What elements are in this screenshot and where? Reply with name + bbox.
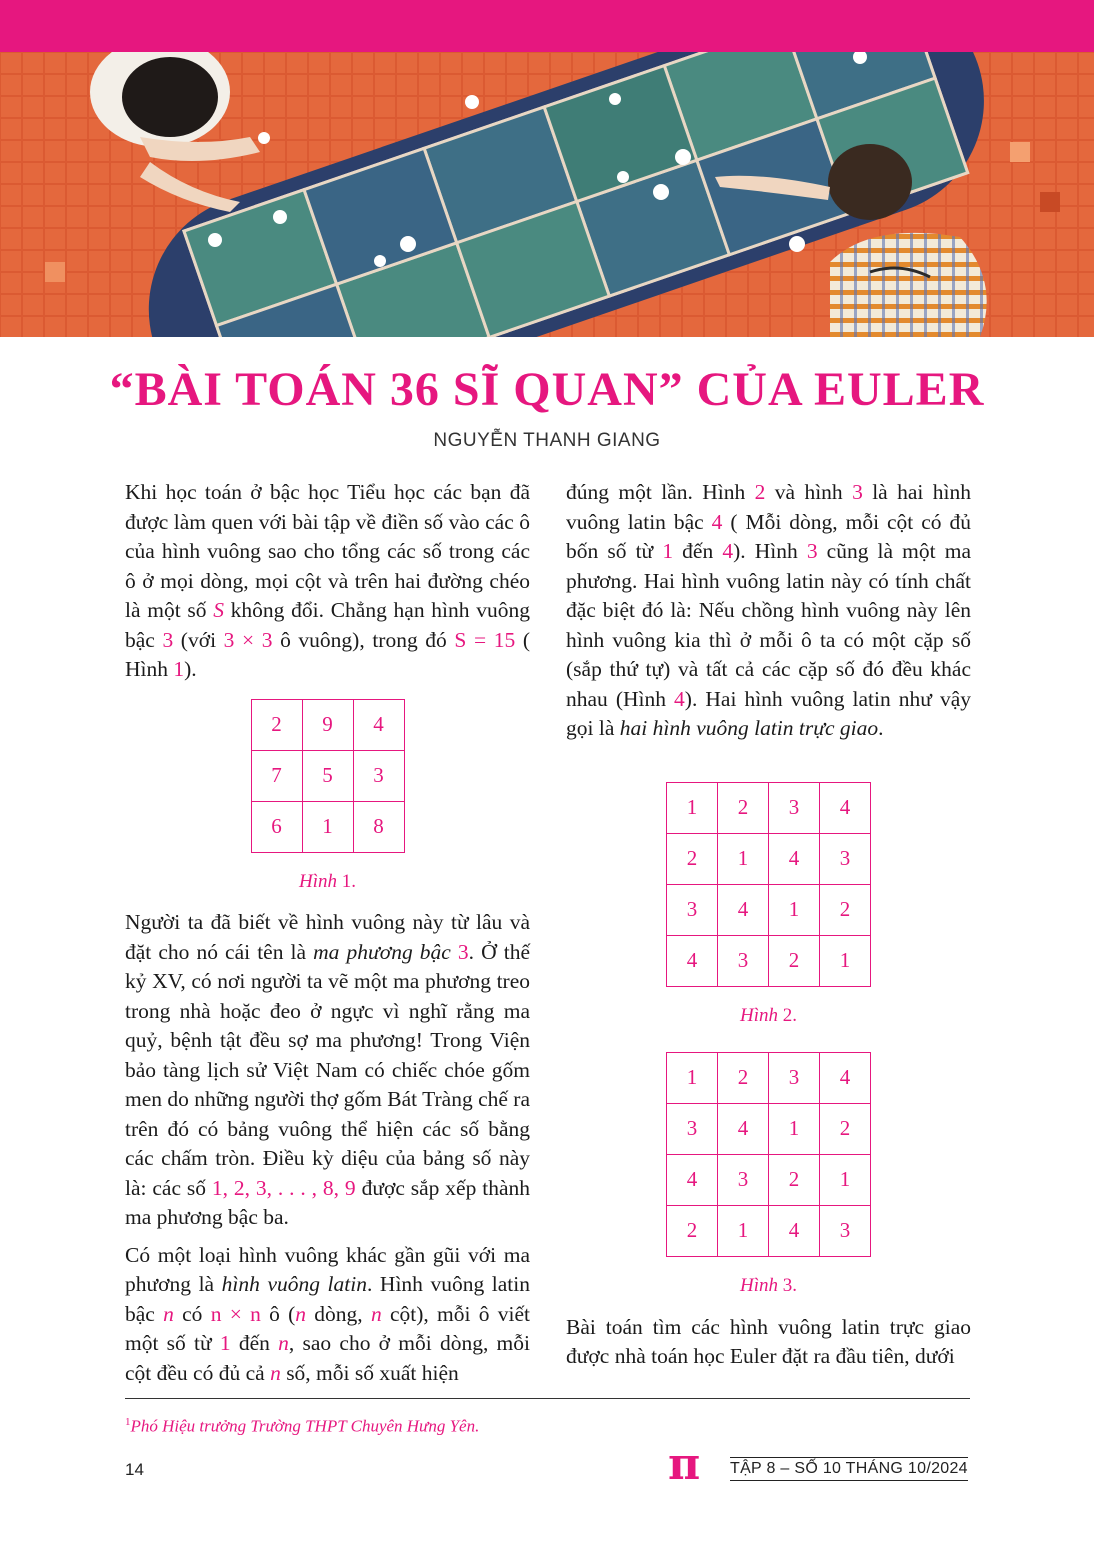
article-title: “BÀI TOÁN 36 SĨ QUAN” CỦA EULER [109,363,985,416]
grid-cell: 7 [251,750,302,801]
magic-square-3x3 [251,699,405,853]
table-row [667,1155,871,1206]
grid-cell: 1 [718,833,769,884]
table-row [667,782,871,833]
grid-cell: 3 [718,935,769,986]
paragraph-orthogonal: đúng một lần. Hình 2 và hình 3 là hai hình vuông latin bậc 4 ( Mỗi dòng, mỗi cột có đủ bốn số từ 1 đến 4). Hình 3 cũng là một ma phương. Hai hình vuông latin này có tính chất đặc biệt đó là: Nếu chồng hình vuông này lên hình vuông kia thì ở mỗi ô ta có một cặp số (sắp thứ tự) và tất cả các cặp số đó đều khác nhau (Hình 4). Hai hình vuông latin như vậy gọi là hai hình vuông latin trực giao. [566,480,972,740]
table-row [667,833,871,884]
grid-cell: 3 [667,884,718,935]
grid-cell: 4 [667,935,718,986]
grid-cell: 3 [769,782,820,833]
grid-cell: 5 [302,750,353,801]
grid-cell: 3 [667,1104,718,1155]
grid-cell: 3 [718,1155,769,1206]
left-column [125,478,530,1396]
grid-cell: 1 [769,884,820,935]
table-row [667,1206,871,1257]
grid-cell: 1 [667,782,718,833]
grid-cell: 2 [820,884,871,935]
figure-2-caption: Hình 2. [740,1004,797,1026]
table-row [251,750,404,801]
figure-1-caption: Hình 1. [299,870,356,892]
figure-3-caption: Hình 3. [740,1275,797,1296]
grid-cell: 1 [820,935,871,986]
latin-square-2 [666,782,871,987]
grid-cell: 4 [820,1053,871,1104]
header-illustration [0,52,1094,337]
grid-cell: 2 [820,1104,871,1155]
paragraph-euler-problem: Bài toán tìm các hình vuông latin trực giao được nhà toán học Euler đặt ra đầu tiên, dưới [566,1314,971,1368]
grid-cell: 2 [667,833,718,884]
grid-cell: 4 [353,699,404,750]
grid-cell: 1 [820,1155,871,1206]
table-row [667,1104,871,1155]
right-column [566,478,971,1380]
grid-cell: 4 [718,884,769,935]
grid-cell: 4 [667,1155,718,1206]
paragraph-history: Người ta đã biết về hình vuông này từ lâu và đặt cho nó cái tên là ma phương bậc 3. Ở thế kỷ XV, có nơi người ta vẽ một ma phương treo trong nhà hoặc đeo ở ngực vì nghĩ rằng ma quỷ, bệnh tật đều sợ ma phương! Trong Viện bảo tàng lịch sử Việt Nam có chiếc chóe gốm men do những người thợ gốm Bát Tràng chế ra trên đó có bảng vuông thể hiện các số bằng các chấm tròn. Điều kỳ diệu của bảng số này là: các số 1, 2, 3, . . . , 8, 9 được sắp xếp thành ma phương bậc ba. [125,910,531,1229]
article-author: NGUYỄN THANH GIANG [433,430,661,451]
pi-logo-icon: π [668,1439,701,1490]
paragraph-latin-square: Có một loại hình vuông khác gần gũi với ma phương là hình vuông latin. Hình vuông latin bậc n có n × n ô (n dòng, n cột), mỗi ô viết một số từ 1 đến n, sao cho ở mỗi dòng, mỗi cột đều có đủ cả n số, mỗi số xuất hiện [125,1242,531,1385]
grid-cell: 6 [251,801,302,852]
table-row [667,884,871,935]
grid-cell: 1 [302,801,353,852]
grid-cell: 2 [718,1053,769,1104]
latin-square-3 [666,1052,871,1257]
grid-cell: 3 [820,833,871,884]
footnote: $^1$Phó Hiệu trưởng Trường THPT Chuyên Hưng Yên. [125,1416,480,1436]
table-row [667,1053,871,1104]
figure-2 [566,782,971,1031]
grid-cell: 3 [820,1206,871,1257]
grid-cell: 2 [769,935,820,986]
grid-cell: 4 [820,782,871,833]
figure-3 [566,1052,971,1301]
grid-cell: 9 [302,699,353,750]
grid-cell: 4 [769,833,820,884]
table-row [251,801,404,852]
children-playing-hopscotch-illustration [0,52,1094,337]
grid-cell: 3 [353,750,404,801]
grid-cell: 8 [353,801,404,852]
grid-cell: 3 [769,1053,820,1104]
grid-cell: 2 [251,699,302,750]
grid-cell: 2 [769,1155,820,1206]
issue-info: TẬP 8 – SỐ 10 THÁNG 10/2024 [730,1457,968,1481]
grid-cell: 4 [769,1206,820,1257]
grid-cell: 1 [718,1206,769,1257]
page-number: 14 [125,1460,144,1479]
grid-cell: 2 [718,782,769,833]
grid-cell: 1 [667,1053,718,1104]
grid-cell: 2 [667,1206,718,1257]
top-color-band [0,0,1094,52]
figure-1 [125,699,530,897]
paragraph-intro: Khi học toán ở bậc học Tiểu học các bạn đã được làm quen với bài tập về điền số vào các ô của hình vuông sao cho tổng các số trong các ô ở mọi dòng, mọi cột và trên hai đường chéo là một số S không đổi. Chẳng hạn hình vuông bậc 3 (với 3 × 3 ô vuông), trong đó S = 15 ( Hình 1). [125,480,530,681]
footnote-divider [125,1398,970,1399]
table-row [251,699,404,750]
grid-cell: 1 [769,1104,820,1155]
table-row [667,935,871,986]
grid-cell: 4 [718,1104,769,1155]
